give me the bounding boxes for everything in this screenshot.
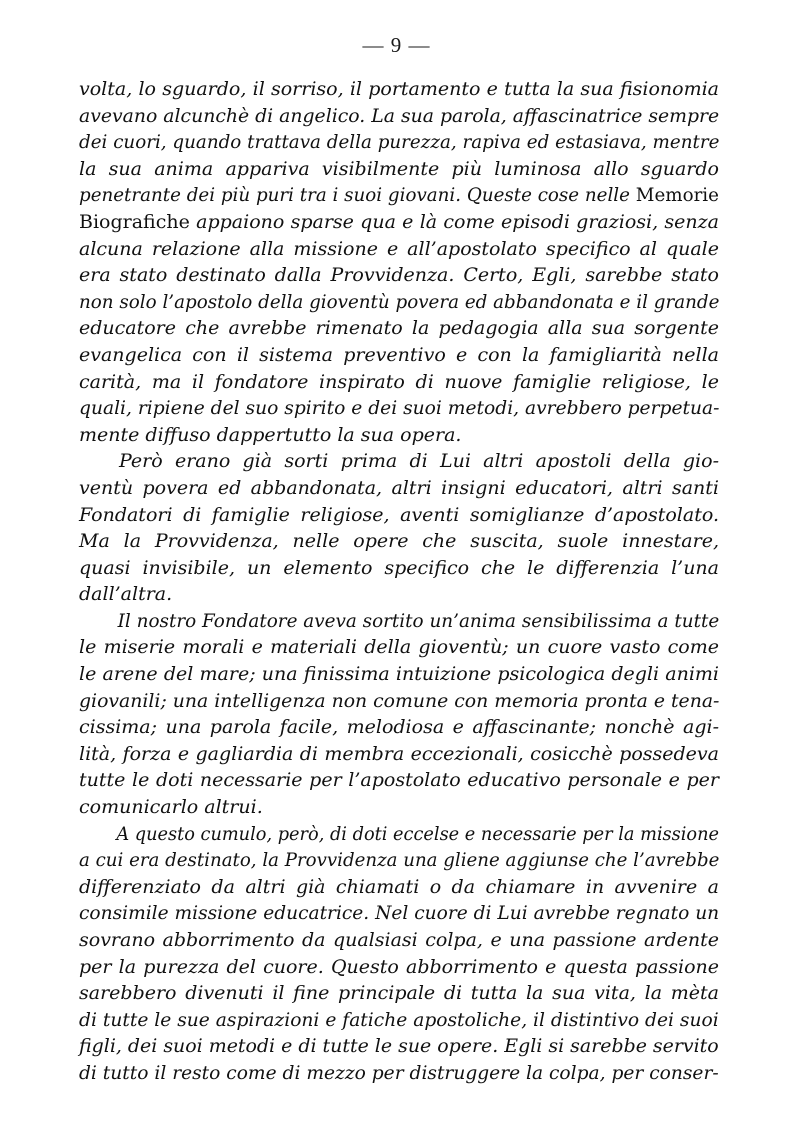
text-line bbox=[79, 688, 720, 715]
text-line bbox=[79, 954, 719, 981]
text-line bbox=[79, 129, 720, 156]
text-line bbox=[79, 794, 719, 821]
text-line bbox=[79, 714, 719, 741]
text-line bbox=[79, 156, 719, 183]
text-line bbox=[79, 900, 720, 927]
text-segment: figli, dei suoi metodi e di tutte le sue opere. Egli si sarebbe servito bbox=[79, 1035, 719, 1058]
text-segment: Ma la Provvidenza, nelle opere che suscita, suole innestare, bbox=[79, 530, 719, 553]
text-segment: educatore che avrebbe rimenato la pedagogia alla sua sorgente bbox=[79, 317, 719, 340]
text-segment: di tutto il resto come di mezzo per distruggere la colpa, per conser- bbox=[79, 1061, 719, 1084]
text-line bbox=[79, 448, 719, 475]
text-segment: penetrante dei più puri tra i suoi giovani. Queste cose nelle bbox=[79, 184, 636, 207]
text-segment: A questo cumulo, però, di doti eccelse e necessarie per la missione bbox=[116, 822, 720, 845]
text-segment: comunicarlo altrui. bbox=[79, 796, 263, 819]
text-segment: le miserie morali e materiali della gioventù; un cuore vasto come bbox=[79, 636, 719, 659]
text-line bbox=[79, 927, 719, 954]
text-line bbox=[79, 847, 720, 874]
text-segment: per la purezza del cuore. Questo abborrimento e questa passione bbox=[79, 955, 719, 978]
body-text bbox=[79, 76, 719, 1087]
text-segment: differenziato da altri già chiamati o da chiamare in avvenire a bbox=[79, 875, 719, 898]
text-segment: sarebbero divenuti il fine principale di tutta la sua vita, la mèta bbox=[79, 982, 719, 1005]
text-line bbox=[79, 236, 719, 263]
text-line bbox=[79, 76, 719, 103]
text-segment: era stato destinato dalla Provvidenza. Certo, Egli, sarebbe stato bbox=[79, 264, 719, 287]
text-line bbox=[79, 315, 719, 342]
text-segment: sovrano abborrimento da qualsiasi colpa, e una passione ardente bbox=[79, 929, 719, 951]
text-line bbox=[79, 369, 719, 396]
text-line bbox=[79, 581, 719, 608]
text-segment: carità, ma il fondatore inspirato di nuove famiglie religiose, le bbox=[79, 370, 719, 393]
text-segment: Però erano già sorti prima di Lui altri apostoli della gio- bbox=[119, 450, 719, 473]
text-segment: dall’altra. bbox=[79, 583, 173, 606]
text-line bbox=[79, 980, 719, 1007]
text-segment: non solo l’apostolo della gioventù povera ed abbandonata e il grande bbox=[79, 290, 720, 313]
text-segment: alcuna relazione alla missione e all’apostolato specifico al quale bbox=[79, 237, 719, 260]
text-segment: mente diffuso dappertutto la sua opera. bbox=[79, 423, 462, 446]
text-segment: quali, ripiene del suo spirito e dei suoi metodi, avrebbero perpetua- bbox=[79, 397, 720, 420]
text-segment: volta, lo sguardo, il sorriso, il portamento e tutta la sua fisionomia bbox=[79, 78, 719, 100]
text-line bbox=[79, 874, 719, 901]
text-line bbox=[79, 821, 720, 848]
text-segment: dei cuori, quando trattava della purezza, rapiva ed estasiava, mentre bbox=[79, 131, 720, 154]
text-line bbox=[79, 1033, 717, 1060]
text-line bbox=[79, 395, 720, 422]
text-segment: tutte le doti necessarie per l’apostolato educativo personale e per bbox=[79, 769, 719, 792]
text-line bbox=[79, 555, 719, 582]
text-line bbox=[79, 422, 719, 449]
text-line bbox=[79, 608, 720, 635]
text-segment: avevano alcunchè di angelico. La sua parola, affascinatrice sempre bbox=[79, 104, 720, 127]
text-line bbox=[79, 475, 719, 502]
text-line bbox=[79, 1060, 719, 1087]
text-line bbox=[79, 103, 720, 130]
text-segment: Il nostro Fondatore aveva sortito un’anima sensibilissima a tutte bbox=[117, 609, 720, 632]
text-line bbox=[79, 342, 719, 369]
text-segment: lità, forza e gagliardia di membra eccezionali, cosicchè possedeva bbox=[79, 742, 719, 765]
text-line bbox=[79, 528, 719, 555]
text-segment: ventù povera ed abbandonata, altri insigni educatori, altri santi bbox=[79, 476, 719, 499]
text-segment: appaiono sparse qua e là come episodi graziosi, senza bbox=[189, 210, 719, 233]
text-line bbox=[79, 502, 719, 529]
text-line bbox=[79, 741, 719, 768]
text-line bbox=[79, 289, 720, 316]
text-line bbox=[79, 262, 719, 289]
text-segment: cissima; una parola facile, melodiosa e affascinante; nonchè agi- bbox=[79, 716, 719, 739]
text-segment: giovanili; una intelligenza non comune con memoria pronta e tena- bbox=[79, 689, 720, 712]
text-line bbox=[79, 182, 719, 209]
text-segment: a cui era destinato, la Provvidenza una gliene aggiunse che l’avrebbe bbox=[79, 849, 720, 872]
text-segment: Biografiche bbox=[79, 210, 190, 233]
text-segment: di tutte le sue aspirazioni e fatiche apostoliche, il distintivo dei suoi bbox=[79, 1008, 719, 1031]
text-segment: Fondatori di famiglie religiose, aventi somiglianze d’apostolato. bbox=[79, 503, 719, 526]
text-segment: quasi invisibile, un elemento specifico che le differenzia l’una bbox=[79, 556, 719, 579]
text-segment: consimile missione educatrice. Nel cuore di Lui avrebbe regnato un bbox=[79, 902, 720, 925]
page-number: — 9 — bbox=[362, 33, 431, 57]
text-segment: evangelica con il sistema preventivo e con la famigliarità nella bbox=[79, 343, 719, 366]
text-line bbox=[79, 1007, 719, 1034]
text-segment: le arene del mare; una finissima intuizione psicologica degli animi bbox=[79, 663, 719, 686]
text-segment: Memorie bbox=[635, 184, 719, 207]
text-segment: la sua anima appariva visibilmente più luminosa allo sguardo bbox=[79, 157, 719, 180]
text-line bbox=[79, 634, 719, 661]
text-line bbox=[79, 209, 719, 236]
text-line bbox=[79, 767, 719, 794]
text-line bbox=[79, 661, 719, 688]
